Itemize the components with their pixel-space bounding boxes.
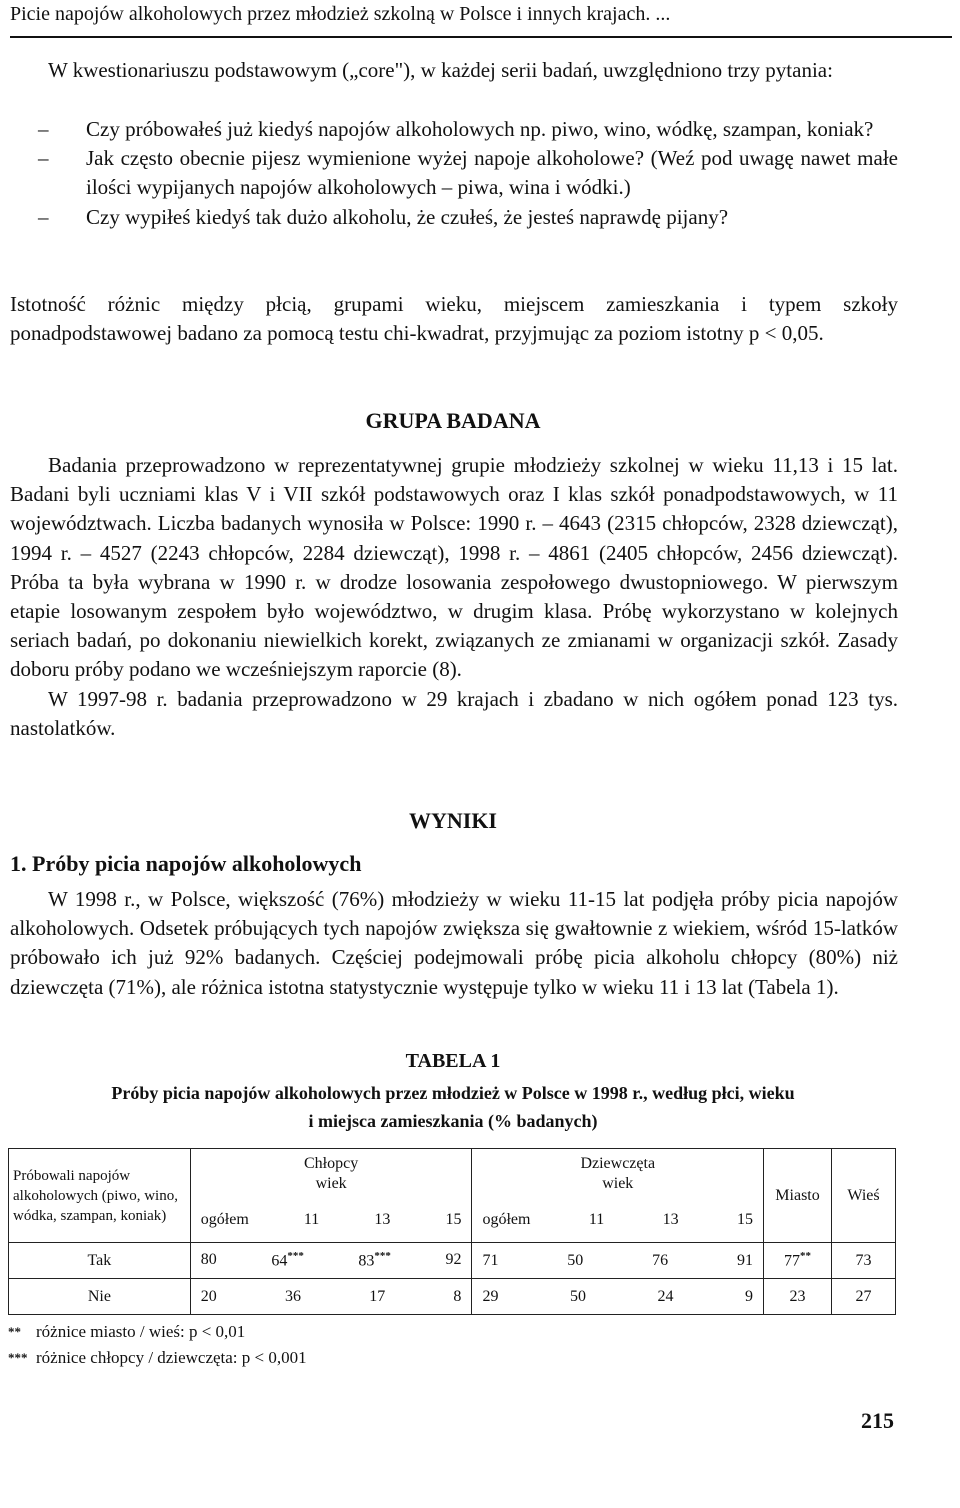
section-subheading: 1. Próby picia napojów alkoholowych	[10, 851, 362, 876]
question-text: Jak często obecnie pijesz wymienione wyżej napoje alkoholowe? (Weź pod uwagę nawet małe ilości wypijanych napojów alkoholowych – piwa, wina i wódki.)	[86, 146, 898, 200]
significance-mark: ***	[287, 1250, 304, 1263]
boys-subheader	[190, 1199, 472, 1243]
cell-value: 80	[200, 1251, 217, 1269]
data-table	[8, 1148, 896, 1315]
boys-header	[190, 1149, 472, 1199]
col-age-13: 13	[662, 1211, 679, 1229]
question-item	[10, 203, 898, 232]
cell-value: 29	[482, 1287, 499, 1305]
cell-value: 50	[567, 1251, 584, 1269]
miasto-value: 77**	[764, 1243, 832, 1279]
table-row	[9, 1279, 896, 1315]
girls-values	[472, 1243, 764, 1279]
girls-subheader	[472, 1199, 764, 1243]
col-age-11: 11	[588, 1211, 605, 1229]
cell-value: 83***	[358, 1250, 391, 1270]
running-title: Picie napojów alkoholowych przez młodzież szkolną w Polsce i innych krajach. ...	[10, 3, 671, 25]
dash-marker: –	[38, 146, 49, 171]
cell-value: 8	[453, 1287, 462, 1305]
questions-list	[10, 115, 898, 232]
girls-label: Dziewczęta	[580, 1154, 656, 1172]
row-header-cell: Próbowali napojów alkoholowych (piwo, wino, wódka, szampan, koniak)	[9, 1149, 191, 1243]
footnote-mark: **	[8, 1324, 21, 1339]
wyniki-heading: WYNIKI	[408, 808, 497, 833]
statistics-text: Istotność różnic między płcią, grupami wieku, miejscem zamieszkania i typem szkoły ponadpodstawowej badano za pomocą testu chi-kwadrat, przyjmując za poziom istotny p < 0,05.	[10, 292, 898, 346]
cell-value: 9	[745, 1287, 754, 1305]
boys-age-label: wiek	[315, 1174, 347, 1192]
cell-value: 92	[445, 1251, 462, 1269]
intro-paragraph	[10, 56, 898, 85]
boys-label: Chłopcy	[304, 1154, 359, 1172]
wyniki-paragraph: W 1998 r., w Polsce, większość (76%) młodzieży w wieku 11-15 lat podjęła próby picia napojów alkoholowych. Odsetek próbujących tych napojów zwiększa się gwałtownie z wiekiem, wśród 15-latków próbowało ich już 92% badanych. Częściej podejmowali próbę picia alkoholu chłopcy (80%) niż dziewczęta (71%), ale różnica istotna statystycznie występuje tylko w wieku 11 i 13 lat (Tabela 1).	[10, 887, 898, 999]
page-number: 215	[861, 1408, 894, 1433]
cell-value: 36	[285, 1287, 301, 1305]
girls-header	[472, 1149, 764, 1199]
table-row	[9, 1243, 896, 1279]
wies-value: 73	[832, 1243, 896, 1279]
significance-mark: ***	[374, 1250, 391, 1263]
intro-text: W kwestionariuszu podstawowym („core"), w każdej serii badań, uwzględniono trzy pytania:	[48, 58, 833, 82]
row-label: Tak	[9, 1243, 191, 1279]
row-label: Nie	[9, 1279, 191, 1315]
cell-value: 20	[200, 1287, 217, 1305]
cell-value: 50	[569, 1287, 586, 1305]
wyniki-section	[10, 885, 898, 1002]
footnote	[8, 1346, 307, 1370]
footnote	[8, 1320, 245, 1344]
col-ogolem: ogółem	[482, 1211, 531, 1229]
running-header	[10, 0, 952, 38]
wies-header: Wieś	[832, 1149, 896, 1243]
significance-mark: **	[800, 1250, 812, 1263]
question-item	[10, 144, 898, 202]
table-header-row	[9, 1149, 896, 1199]
grupa-section	[10, 451, 898, 743]
question-item	[10, 115, 898, 144]
col-age-15: 15	[445, 1211, 462, 1229]
grupa-paragraph-2: W 1997-98 r. badania przeprowadzono w 29 krajach i zbadano w nich ogółem ponad 123 tys. nastolatków.	[10, 686, 898, 740]
dash-marker: –	[38, 204, 49, 229]
cell-value: 24	[657, 1287, 674, 1305]
miasto-value: 23	[764, 1279, 832, 1315]
cell-value: 71	[482, 1251, 499, 1269]
footnote-text: różnice miasto / wieś: p < 0,01	[36, 1322, 246, 1341]
table-caption-line-1: Próby picia napojów alkoholowych przez młodzież w Polsce w 1998 r., według płci, wieku	[111, 1083, 795, 1103]
cell-value: 64***	[271, 1250, 304, 1270]
footnote-text: różnice chłopcy / dziewczęta: p < 0,001	[36, 1348, 307, 1367]
col-age-11: 11	[303, 1211, 320, 1229]
boys-values	[190, 1279, 472, 1315]
question-text: Czy wypiłeś kiedyś tak dużo alkoholu, że czułeś, że jesteś naprawdę pijany?	[86, 204, 729, 229]
wies-value: 27	[832, 1279, 896, 1315]
table-label: TABELA 1	[405, 1050, 501, 1072]
col-ogolem: ogółem	[200, 1211, 249, 1229]
cell-value: 76	[652, 1251, 669, 1269]
cell-value: 91	[737, 1251, 754, 1269]
grupa-paragraph-1: Badania przeprowadzono w reprezentatywnej grupie młodzieży szkolnej w wieku 11,13 i 15 lat. Badani byli uczniami klas V i VII szkół podstawowych oraz I klas szkół ponadpodstawowych, w 11 województwach. Liczba badanych wynosiła w Polsce: 1990 r. – 4643 (2315 chłopców, 2328 dziewcząt), 1994 r. – 4527 (2243 chłopców, 2284 dziewcząt), 1998 r. – 4861 (2405 chłopców, 2456 dziewcząt). Próba ta była wybrana w 1990 r. w drodze losowania zespołowego dwustopniowego. W pierwszym etapie losowanym zespołem było województwo, w drugim klasa. Próbę wykorzystano w kolejnych seriach badań, po dokonaniu niewielkich korekt, związanych ze zmianami w organizacji szkół. Zasady doboru próby podano we wcześniejszym raporcie (8).	[10, 453, 898, 682]
dash-marker: –	[38, 117, 49, 141]
cell-value: 17	[369, 1287, 386, 1305]
statistics-paragraph	[10, 290, 898, 348]
col-age-13: 13	[374, 1211, 391, 1229]
girls-age-label: wiek	[602, 1174, 634, 1192]
girls-values	[472, 1279, 764, 1315]
footnote-mark: ***	[8, 1350, 28, 1365]
grupa-heading: GRUPA BADANA	[365, 408, 541, 433]
miasto-header: Miasto	[764, 1149, 832, 1243]
table-caption-line-2: i miejsca zamieszkania (% badanych)	[308, 1111, 598, 1131]
question-text: Czy próbowałeś już kiedyś napojów alkoholowych np. piwo, wino, wódkę, szampan, koniak?	[86, 117, 874, 141]
boys-values	[190, 1243, 472, 1279]
col-age-15: 15	[737, 1211, 754, 1229]
